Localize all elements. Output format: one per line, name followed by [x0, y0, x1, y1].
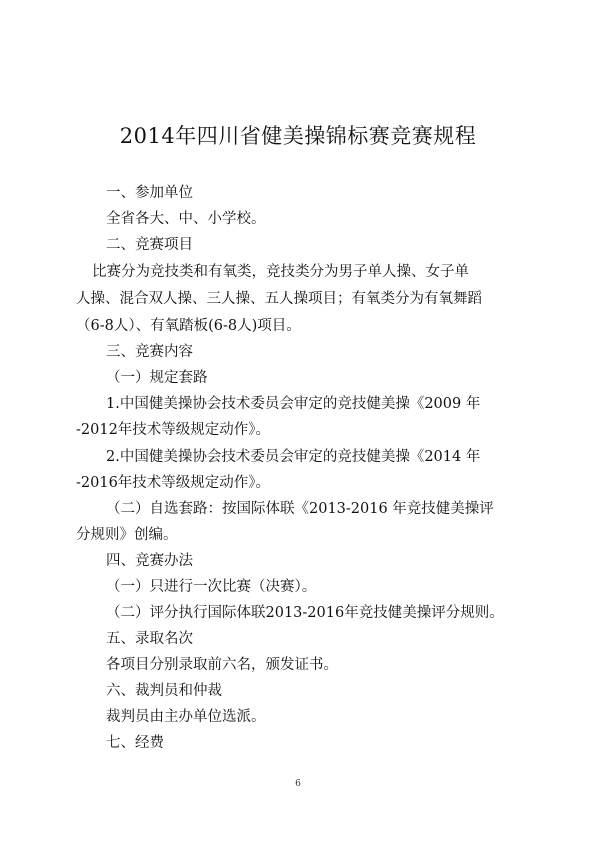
section-heading-6: 六、裁判员和仲裁 [106, 683, 222, 699]
paragraph-line: （6-8人）、有氧踏板(6-8人)项目。 [76, 318, 301, 334]
paragraph-line: -2012年技术等级规定动作》。 [76, 422, 271, 438]
subsection-heading: （一）规定套路 [106, 370, 208, 386]
section-heading-3: 三、竞赛内容 [106, 344, 193, 360]
document-title: 2014年四川省健美操锦标赛竞赛规程 [119, 124, 477, 148]
paragraph-line: 裁判员由主办单位选派。 [106, 709, 266, 725]
page-number: 6 [295, 779, 301, 789]
paragraph-line: 1.中国健美操协会技术委员会审定的竞技健美操《2009 年 [106, 396, 481, 412]
section-heading-2: 二、竞赛项目 [106, 237, 193, 253]
section-heading-4: 四、竞赛办法 [106, 553, 193, 569]
paragraph-line: （一）只进行一次比赛（决赛）。 [106, 579, 317, 595]
paragraph-line: 人操、混合双人操、三人操、五人操项目；有氧类分为有氧舞蹈 [76, 291, 482, 307]
section-heading-7: 七、经费 [106, 735, 164, 751]
paragraph-line: （二）评分执行国际体联2013-2016年竞技健美操评分规则。 [106, 605, 504, 621]
paragraph-line: 比赛分为竞技类和有氧类，竞技类分为男子单人操、女子单 [92, 264, 469, 280]
paragraph-line: 全省各大、中、小学校。 [106, 211, 266, 227]
paragraph-line: -2016年技术等级规定动作》。 [76, 475, 271, 491]
section-heading-5: 五、录取名次 [106, 631, 193, 647]
paragraph-line: 各项目分别录取前六名，颁发证书。 [106, 657, 338, 673]
paragraph-line: 2.中国健美操协会技术委员会审定的竞技健美操《2014 年 [106, 449, 481, 465]
paragraph-line: （二）自选套路：按国际体联《2013-2016 年竞技健美操评 [106, 501, 494, 517]
section-heading-1: 一、参加单位 [106, 185, 193, 201]
paragraph-line: 分规则》创编。 [76, 527, 178, 543]
